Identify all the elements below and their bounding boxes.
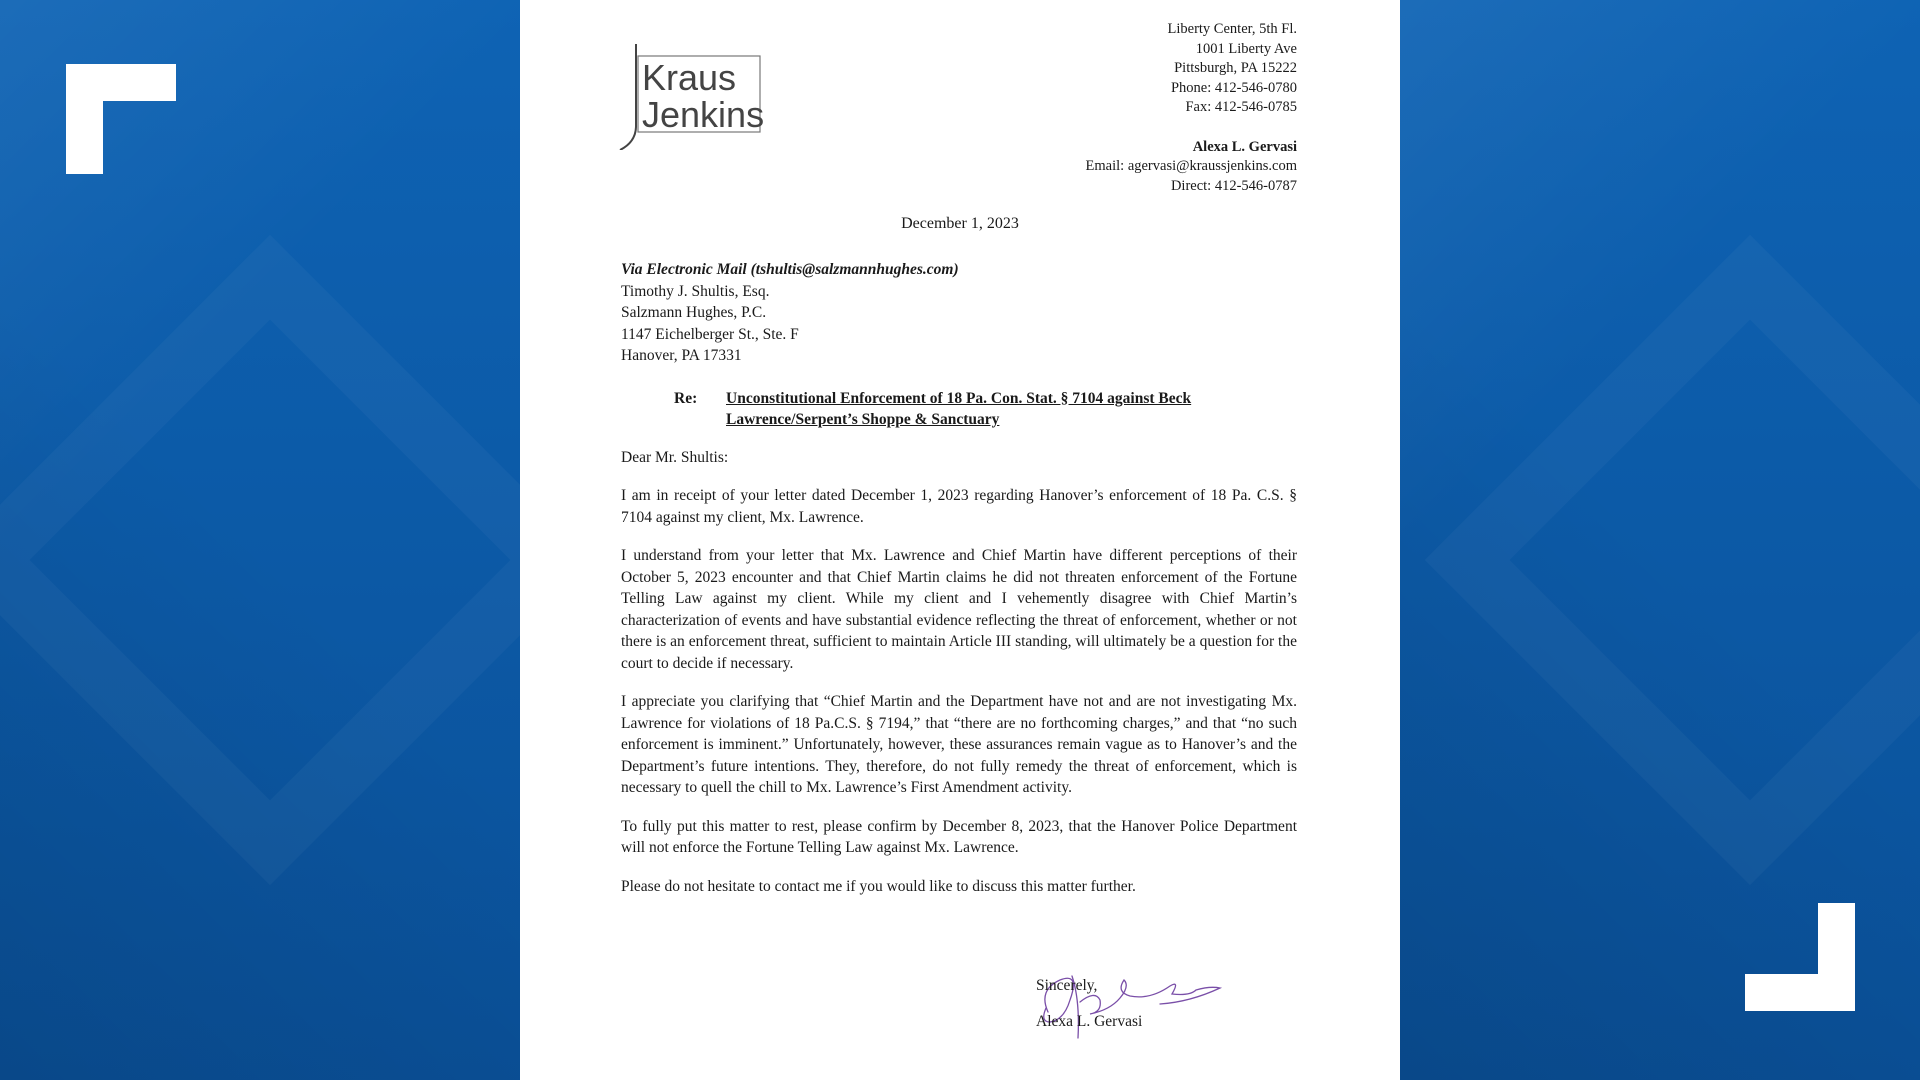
recipient-block (621, 259, 1297, 367)
logo-word-jenkins: Jenkins (642, 94, 764, 135)
recipient-city: Hanover, PA 17331 (621, 347, 742, 364)
re-subject: Unconstitutional Enforcement of 18 Pa. Con. Stat. § 7104 against Beck Lawrence/Serpent’s Shoppe & Sanctuary (726, 389, 1192, 428)
corner-bracket-bottom-right (1745, 903, 1855, 1011)
address-line-1: Liberty Center, 5th Fl. (1167, 21, 1297, 37)
paragraph-2: I understand from your letter that Mx. Lawrence and Chief Martin have different perceptions of their October 5, 2023 encounter and that Chief Martin claims he did not threaten enforcement of the Fortune Telling Law against my client. While my client and I vehemently disagree with Chief Martin’s characterization of events and have substantial evidence reflecting the threat of enforcement, whether or not there is an enforcement threat, sufficient to maintain Article III standing, will ultimately be a question for the court to decide if necessary. (621, 547, 1297, 672)
corner-bracket-top-left (66, 64, 176, 174)
attorney-name: Alexa L. Gervasi (1192, 138, 1297, 155)
paragraph-5: Please do not hesitate to contact me if you would like to discuss this matter further. (621, 877, 1136, 895)
address-line-2: 1001 Liberty Ave (1195, 40, 1297, 57)
letter-body (621, 259, 1297, 897)
signer-name: Alexa L. Gervasi (1036, 1013, 1143, 1030)
paragraph-4: To fully put this matter to rest, please confirm by December 8, 2023, that the Hanover Police Department will not enforce the Fortune Telling Law against Mx. Lawrence. (621, 817, 1297, 856)
firm-logo-graphic (614, 38, 764, 150)
salutation: Dear Mr. Shultis: (621, 448, 729, 466)
attorney-direct-phone: Direct: 412-546-0787 (1170, 177, 1297, 194)
attorney-email: Email: agervasi@kraussjenkins.com (1085, 158, 1297, 174)
paragraph-3: I appreciate you clarifying that “Chief Martin and the Department have not and are not investigating Mx. Lawrence for violations of 18 Pa.C.S. § 7194,” that “there are no forthcoming charges,” and that “no such enforcement is imminent.” Unfortunately, however, these assurances remain vague as to Hanover’s and the Department’s future intentions. They, therefore, do not fully remedy the threat of enforcement, which is necessary to quell the chill to Mx. Lawrence’s First Amendment activity. (621, 693, 1297, 796)
paragraph-1: I am in receipt of your letter dated December 1, 2023 regarding Hanover’s enforcement of 18 Pa. C.S. § 7104 against my client, Mx. Lawrence. (621, 487, 1297, 526)
letter-page (520, 0, 1400, 1080)
firm-logo (614, 38, 764, 150)
address-line-3: Pittsburgh, PA 15222 (1174, 60, 1297, 76)
firm-phone: Phone: 412-546-0780 (1170, 79, 1297, 96)
firm-fax: Fax: 412-546-0785 (1185, 99, 1297, 115)
recipient-name: Timothy J. Shultis, Esq. (621, 282, 770, 300)
re-line (674, 388, 1297, 431)
delivery-method: Via Electronic Mail (tshultis@salzmannhughes.com) (621, 261, 959, 278)
recipient-street: 1147 Eichelberger St., Ste. F (621, 325, 799, 343)
re-label: Re: (674, 389, 698, 407)
letterhead-contact (1086, 20, 1297, 196)
letter-date: December 1, 2023 (901, 215, 1019, 232)
logo-word-kraus: Kraus (642, 57, 737, 98)
recipient-firm: Salzmann Hughes, P.C. (621, 304, 767, 321)
closing-salutation: Sincerely, (1036, 977, 1098, 994)
closing-block (1036, 968, 1142, 1040)
